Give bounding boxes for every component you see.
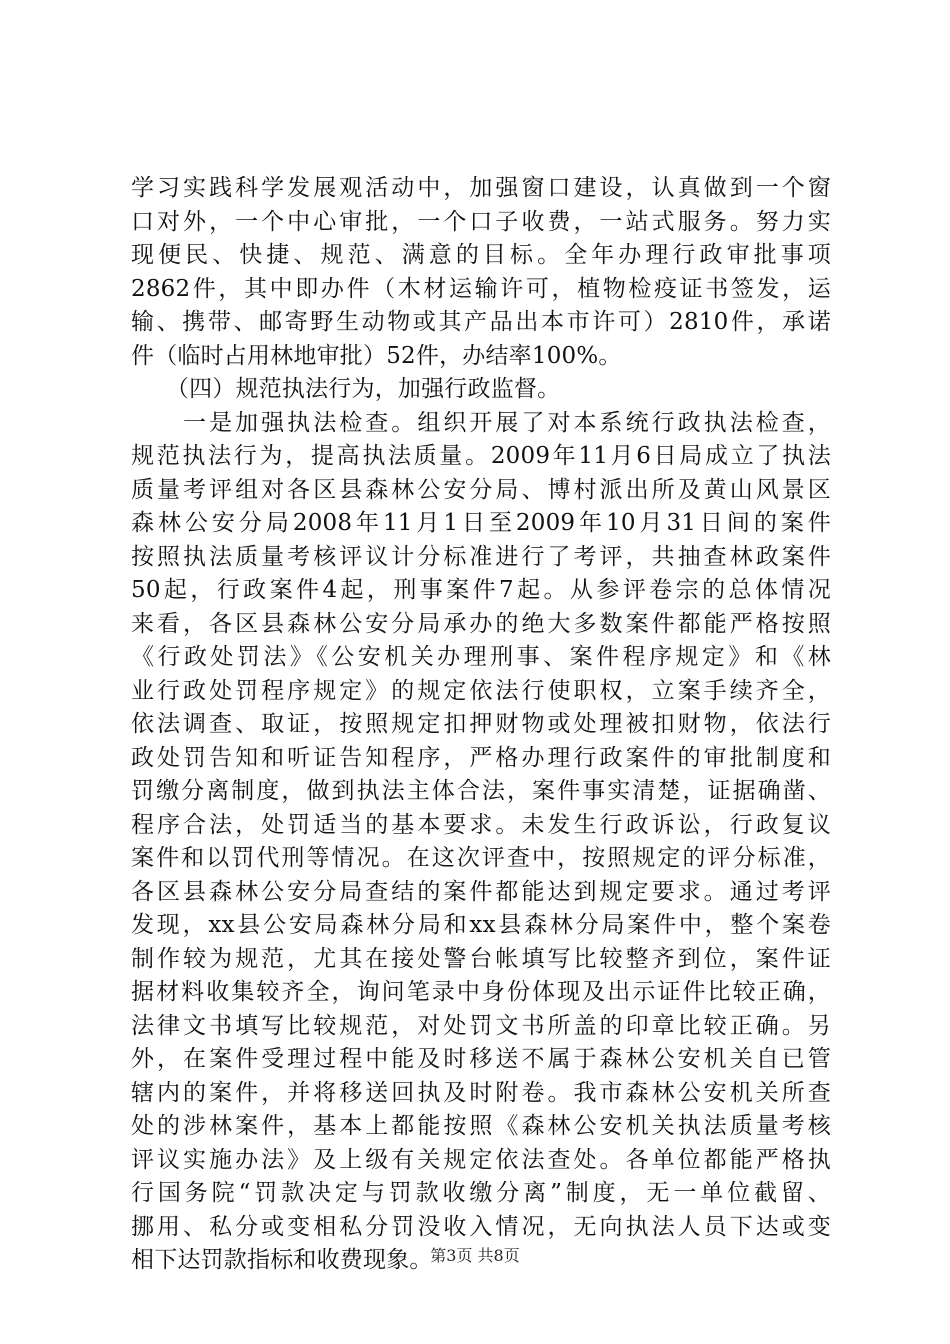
text-line: 行国务院“罚款决定与罚款收缴分离”制度，无一单位截留、: [131, 1180, 831, 1206]
text-line: 依法调查、取证，按照规定扣押财物或处理被扣财物，依法行: [131, 711, 831, 737]
text-line: 辖内的案件，并将移送回执及时附卷。我市森林公安机关所查: [131, 1079, 831, 1106]
text-line: 50起，行政案件4起，刑事案件7起。从参评卷宗的总体情况: [131, 577, 831, 603]
text-line: 外，在案件受理过程中能及时移送不属于森林公安机关自已管: [131, 1046, 831, 1072]
text-line: 规范执法行为，提高执法质量。2009年11月6日局成立了执法: [131, 443, 831, 469]
text-line: 评议实施办法》及上级有关规定依法查处。各单位都能严格执: [131, 1146, 831, 1173]
text-line: 案件和以罚代刑等情况。在这次评查中，按照规定的评分标准，: [131, 845, 831, 871]
text-line: 学习实践科学发展观活动中，加强窗口建设，认真做到一个窗: [131, 175, 831, 201]
text-line: 口对外，一个中心审批，一个口子收费，一站式服务。努力实: [131, 208, 831, 235]
text-line: 挪用、私分或变相私分罚没收入情况，无向执法人员下达或变: [131, 1213, 831, 1240]
section-heading: （四）规范执法行为，加强行政监督。: [131, 376, 561, 402]
text-line: 现便民、快捷、规范、满意的目标。全年办理行政审批事项: [131, 242, 831, 268]
text-line: 各区县森林公安分局查结的案件都能达到规定要求。通过考评: [131, 878, 831, 905]
text-line: 2862件，其中即办件（木材运输许可，植物检疫证书签发，运: [131, 275, 831, 302]
text-line: 程序合法，处罚适当的基本要求。未发生行政诉讼，行政复议: [131, 811, 831, 838]
text-line: 按照执法质量考核评议计分标准进行了考评，共抽查林政案件: [131, 543, 831, 570]
text-line: 质量考评组对各区县森林公安分局、博村派出所及黄山风景区: [131, 476, 831, 503]
text-line: 一是加强执法检查。组织开展了对本系统行政执法检查，: [131, 409, 831, 436]
text-line: 来看，各区县森林公安分局承办的绝大多数案件都能严格按照: [131, 610, 831, 637]
text-line: 发现，xx县公安局森林分局和xx县森林分局案件中，整个案卷: [131, 912, 831, 938]
page-number-footer: 第3页 共8页: [430, 1246, 520, 1265]
text-line: 处的涉林案件，基本上都能按照《森林公安机关执法质量考核: [131, 1113, 831, 1139]
document-body: [131, 172, 831, 1278]
text-line: 《行政处罚法》《公安机关办理刑事、案件程序规定》和《林: [131, 644, 831, 670]
text-line: 据材料收集较齐全，询问笔录中身份体现及出示证件比较正确，: [131, 979, 831, 1005]
paragraph-end-line: 件（临时占用林地审批）52件，办结率100%。: [131, 342, 622, 369]
text-line: 制作较为规范，尤其在接处警台帐填写比较整齐到位，案件证: [131, 945, 831, 972]
paragraph-end-line: 相下达罚款指标和收费现象。: [131, 1247, 433, 1273]
text-line: 法律文书填写比较规范，对处罚文书所盖的印章比较正确。另: [131, 1012, 831, 1039]
text-line: 森林公安分局2008年11月1日至2009年10月31日间的案件: [131, 510, 831, 536]
text-line: 政处罚告知和听证告知程序，严格办理行政案件的审批制度和: [131, 744, 831, 771]
text-line: 罚缴分离制度，做到执法主体合法，案件事实清楚，证据确凿、: [131, 778, 831, 804]
text-line: 输、携带、邮寄野生动物或其产品出本市许可）2810件，承诺: [131, 309, 831, 335]
text-line: 业行政处罚程序规定》的规定依法行使职权，立案手续齐全，: [131, 677, 831, 704]
